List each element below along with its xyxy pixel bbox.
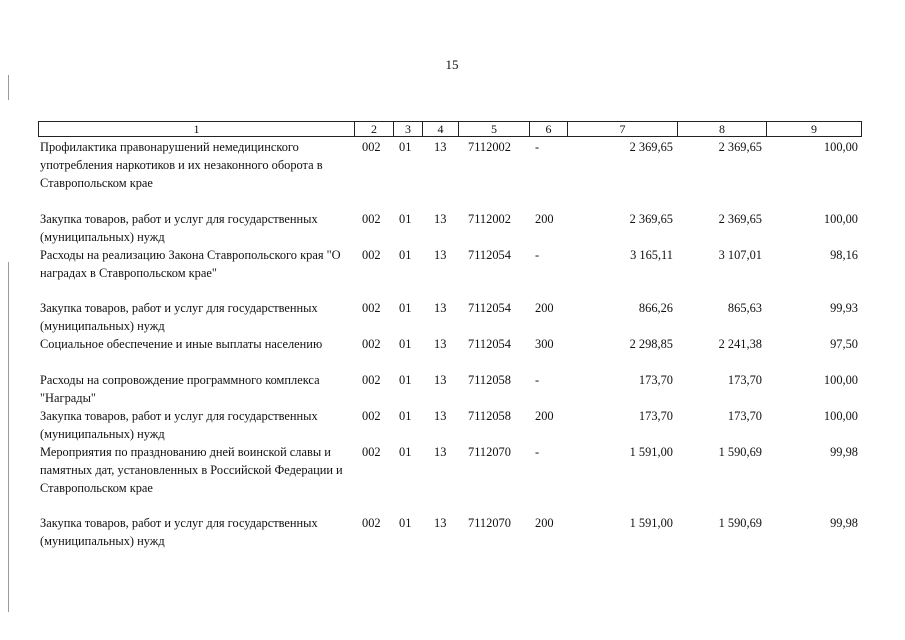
cell-section: 01 xyxy=(399,337,412,351)
cell-ministry-code: 002 xyxy=(362,301,381,315)
cell-col8: 173,70 xyxy=(727,373,762,387)
cell-col8: 2 369,65 xyxy=(718,212,762,226)
cell-col8: 1 590,69 xyxy=(718,445,762,459)
cell-expense-type: - xyxy=(535,373,540,387)
cell-ministry-code: 002 xyxy=(362,373,381,387)
cell-ministry-code: 002 xyxy=(362,140,381,154)
header-cell-8: 8 xyxy=(678,122,767,136)
header-cell-3: 3 xyxy=(394,122,423,136)
header-cell-2: 2 xyxy=(355,122,394,136)
row-name: Расходы на сопровождение программного комплекса "Награды" xyxy=(40,373,320,405)
cell-expense-type: - xyxy=(535,140,540,154)
cell-expense-type: - xyxy=(535,445,540,459)
header-cell-5: 5 xyxy=(459,122,530,136)
cell-col9: 99,98 xyxy=(830,445,858,459)
cell-col7: 2 298,85 xyxy=(629,337,673,351)
cell-col7: 3 165,11 xyxy=(630,248,673,262)
cell-col7: 2 369,65 xyxy=(629,140,673,154)
cell-col8: 173,70 xyxy=(727,409,762,423)
cell-ministry-code: 002 xyxy=(362,445,381,459)
header-cell-7: 7 xyxy=(568,122,678,136)
margin-rule xyxy=(8,262,9,612)
cell-ministry-code: 002 xyxy=(362,248,381,262)
cell-expense-type: 200 xyxy=(535,212,554,226)
cell-col8: 1 590,69 xyxy=(718,516,762,530)
cell-col9: 99,98 xyxy=(830,516,858,530)
cell-subsection: 13 xyxy=(434,301,447,315)
cell-col8: 2 369,65 xyxy=(718,140,762,154)
header-cell-1: 1 xyxy=(39,122,355,136)
cell-section: 01 xyxy=(399,301,412,315)
cell-col7: 1 591,00 xyxy=(629,445,673,459)
row-name: Мероприятия по празднованию дней воинской славы и памятных дат, установленных в Российской Федерации и Ставропольском крае xyxy=(40,445,343,495)
cell-target-article: 7112002 xyxy=(468,212,511,226)
cell-col9: 99,93 xyxy=(830,301,858,315)
cell-section: 01 xyxy=(399,248,412,262)
cell-expense-type: 200 xyxy=(535,301,554,315)
cell-col9: 100,00 xyxy=(823,140,858,154)
cell-target-article: 7112058 xyxy=(468,373,511,387)
cell-section: 01 xyxy=(399,445,412,459)
cell-subsection: 13 xyxy=(434,212,447,226)
cell-target-article: 7112070 xyxy=(468,445,511,459)
cell-ministry-code: 002 xyxy=(362,516,381,530)
cell-ministry-code: 002 xyxy=(362,337,381,351)
row-name: Профилактика правонарушений немедицинского употребления наркотиков и их незаконного оборота в Ставропольском крае xyxy=(40,140,323,190)
header-cell-4: 4 xyxy=(423,122,459,136)
cell-target-article: 7112054 xyxy=(468,301,511,315)
cell-col7: 2 369,65 xyxy=(629,212,673,226)
cell-col8: 3 107,01 xyxy=(718,248,762,262)
cell-section: 01 xyxy=(399,409,412,423)
cell-ministry-code: 002 xyxy=(362,409,381,423)
cell-col8: 2 241,38 xyxy=(718,337,762,351)
cell-section: 01 xyxy=(399,373,412,387)
row-name: Закупка товаров, работ и услуг для государственных (муниципальных) нужд xyxy=(40,212,318,244)
row-name: Расходы на реализацию Закона Ставропольского края "О наградах в Ставропольском крае" xyxy=(40,248,341,280)
cell-section: 01 xyxy=(399,212,412,226)
page-number: 15 xyxy=(445,57,459,72)
cell-subsection: 13 xyxy=(434,248,447,262)
cell-col7: 173,70 xyxy=(638,373,673,387)
cell-col7: 173,70 xyxy=(638,409,673,423)
cell-col7: 866,26 xyxy=(638,301,673,315)
cell-section: 01 xyxy=(399,140,412,154)
cell-col9: 100,00 xyxy=(823,212,858,226)
margin-rule xyxy=(8,75,9,100)
cell-col9: 97,50 xyxy=(830,337,858,351)
table-header xyxy=(38,121,862,137)
row-name: Социальное обеспечение и иные выплаты населению xyxy=(40,337,323,351)
row-name: Закупка товаров, работ и услуг для государственных (муниципальных) нужд xyxy=(40,301,318,333)
cell-subsection: 13 xyxy=(434,373,447,387)
row-name: Закупка товаров, работ и услуг для государственных (муниципальных) нужд xyxy=(40,409,318,441)
cell-expense-type: 300 xyxy=(535,337,554,351)
cell-target-article: 7112058 xyxy=(468,409,511,423)
cell-col7: 1 591,00 xyxy=(629,516,673,530)
cell-target-article: 7112054 xyxy=(468,337,511,351)
row-name: Закупка товаров, работ и услуг для государственных (муниципальных) нужд xyxy=(40,516,318,548)
cell-expense-type: 200 xyxy=(535,516,554,530)
cell-col8: 865,63 xyxy=(727,301,762,315)
cell-target-article: 7112070 xyxy=(468,516,511,530)
cell-col9: 98,16 xyxy=(830,248,858,262)
header-cell-6: 6 xyxy=(530,122,568,136)
cell-expense-type: 200 xyxy=(535,409,554,423)
cell-subsection: 13 xyxy=(434,516,447,530)
cell-col9: 100,00 xyxy=(823,409,858,423)
cell-subsection: 13 xyxy=(434,140,447,154)
cell-ministry-code: 002 xyxy=(362,212,381,226)
cell-expense-type: - xyxy=(535,248,540,262)
cell-target-article: 7112054 xyxy=(468,248,511,262)
cell-subsection: 13 xyxy=(434,445,447,459)
cell-subsection: 13 xyxy=(434,337,447,351)
header-cell-9: 9 xyxy=(811,122,817,136)
cell-section: 01 xyxy=(399,516,412,530)
cell-target-article: 7112002 xyxy=(468,140,511,154)
cell-col9: 100,00 xyxy=(823,373,858,387)
cell-subsection: 13 xyxy=(434,409,447,423)
